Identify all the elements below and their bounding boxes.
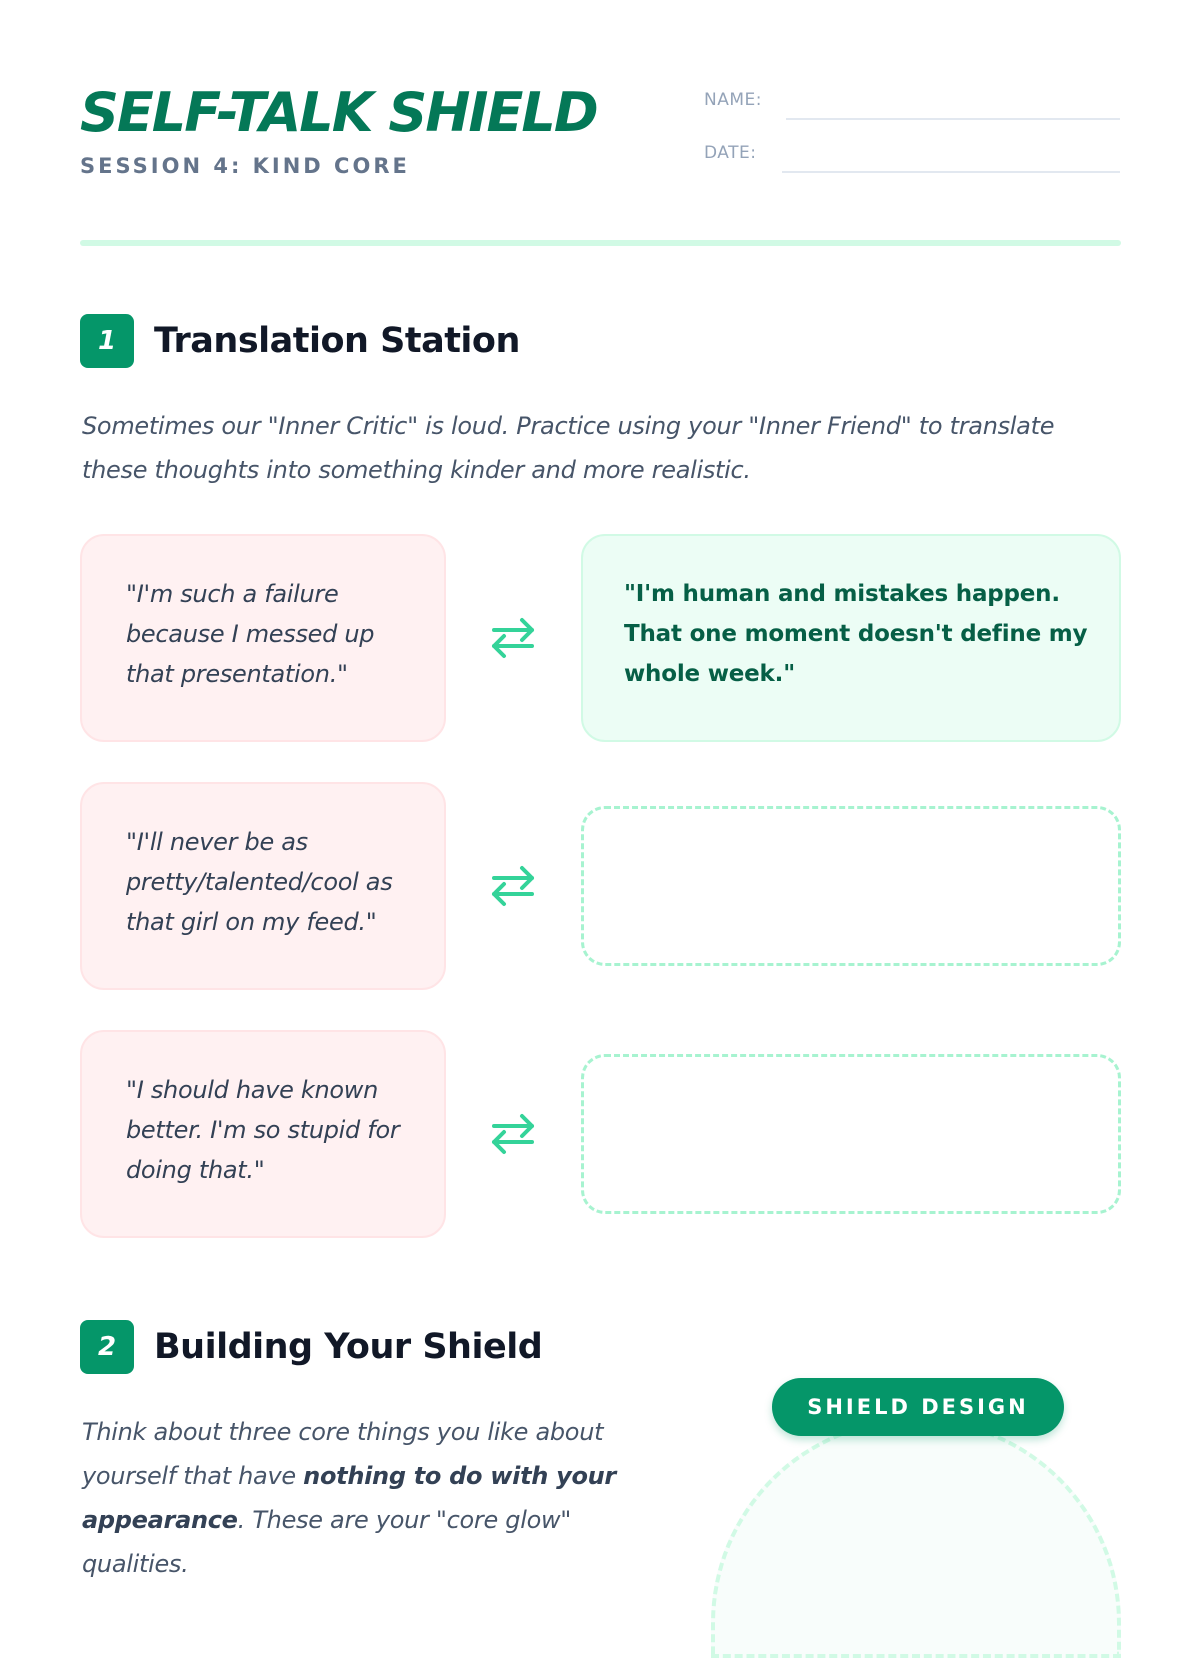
- inner-critic-text: "I should have known better. I'm so stupid for doing that.": [126, 1076, 400, 1184]
- date-input-line[interactable]: [782, 171, 1120, 173]
- inner-critic-text: "I'm such a failure because I messed up that presentation.": [126, 580, 375, 688]
- date-label: DATE:: [704, 143, 757, 163]
- section-1-title: Translation Station: [154, 321, 520, 361]
- worksheet-header: [80, 80, 1120, 190]
- name-input-line[interactable]: [786, 118, 1120, 120]
- date-field[interactable]: [704, 139, 1120, 173]
- inner-critic-card: [80, 534, 446, 742]
- inner-critic-card: [80, 782, 446, 990]
- page-subtitle: SESSION 4: KIND CORE: [80, 154, 410, 178]
- arrows-left-right-icon: [489, 614, 537, 662]
- inner-critic-text: "I'll never be as pretty/talented/cool as that girl on my feed.": [126, 828, 393, 936]
- arrows-left-right-icon: [489, 1110, 537, 1158]
- section-1-intro: Sometimes our "Inner Critic" is loud. Practice using your "Inner Friend" to translate these thoughts into something kinder and more realistic.: [82, 412, 1055, 484]
- inner-critic-card: [80, 1030, 446, 1238]
- translation-row: [80, 534, 1121, 742]
- inner-friend-text: "I'm human and mistakes happen. That one moment doesn't define my whole week.": [624, 581, 1088, 687]
- section-2-instructions: [82, 1410, 642, 1586]
- section-2-text-emphasis: nothing to do with your appearance: [82, 1462, 616, 1534]
- section-2-text-start: Think about three core things you like about yourself that have: [82, 1418, 604, 1490]
- section-1-header: [80, 314, 780, 368]
- inner-friend-card: [581, 534, 1121, 742]
- shield-drawing-area[interactable]: [711, 1418, 1121, 1658]
- section-2-text-end: . These are your "core glow" qualities.: [82, 1506, 572, 1578]
- arrows-left-right-icon: [489, 862, 537, 910]
- section-2-title: Building Your Shield: [154, 1327, 543, 1367]
- translation-row: [80, 782, 1121, 990]
- section-1-number-badge: 1: [80, 314, 134, 368]
- inner-friend-answer-box[interactable]: [581, 1054, 1121, 1214]
- page-title: SELF-TALK SHIELD: [80, 81, 597, 144]
- name-field[interactable]: [704, 86, 1120, 120]
- header-divider: [80, 240, 1121, 246]
- section-2-header: [80, 1320, 780, 1374]
- shield-design-badge: SHIELD DESIGN: [772, 1378, 1064, 1436]
- inner-friend-answer-box[interactable]: [581, 806, 1121, 966]
- section-2-number-badge: 2: [80, 1320, 134, 1374]
- name-label: NAME:: [704, 90, 762, 110]
- translation-row: [80, 1030, 1121, 1238]
